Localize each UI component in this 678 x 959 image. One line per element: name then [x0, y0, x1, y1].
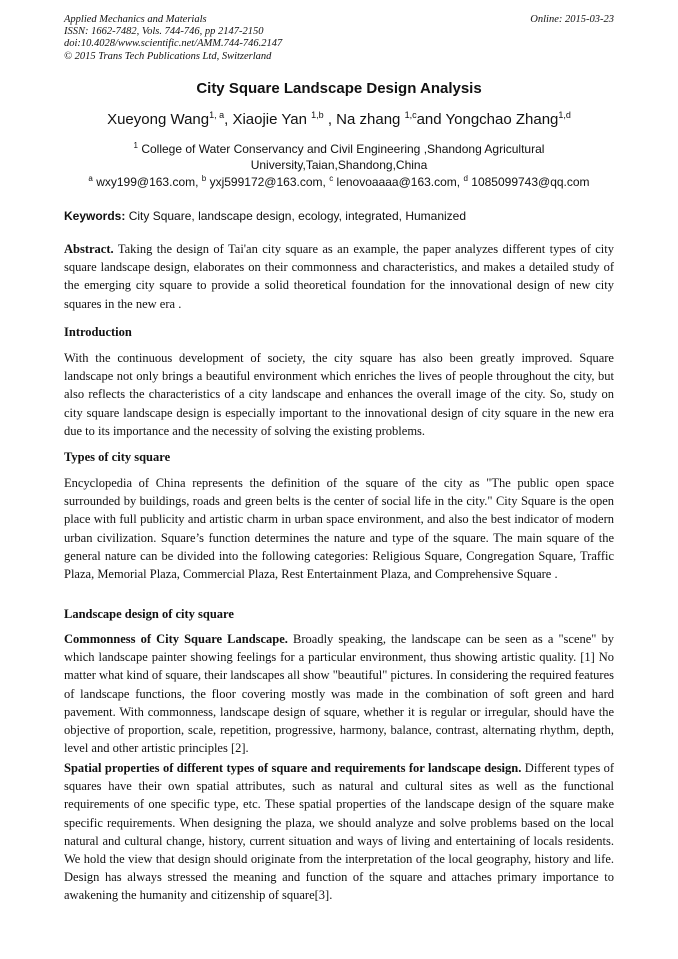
email-address[interactable]: lenovoaaaa@163.com, — [336, 175, 461, 189]
email-list — [64, 174, 614, 189]
keywords — [64, 209, 614, 223]
doi-line: doi:10.4028/www.scientific.net/AMM.744-746.2147 — [64, 38, 283, 50]
spatial-text: Different types of squares have their own spatial attributes, such as natural and cultural sites as well as the functional requirements of one specific type, etc. These spatial properties of the landscape design of the square make specific requirements. When designing the plaza, we should analyze and solve problems based on the local natural and cultural change, history, current situation and ways of living and entertaining of locals residents. We hold the view that design should originate from the interpretation of the local geography, history and life. Design has always stressed the meaning and function of the square and attaches primary importance to awakening the humanity and citizenship of square[3]. — [64, 761, 615, 903]
spatial-label: Spatial properties of different types of square and requirements for landscape design. — [64, 761, 522, 775]
affiliation-line-2: University,Taian,Shandong,China — [250, 158, 428, 172]
author-sup: 1,b — [311, 110, 324, 120]
journal-name: Applied Mechanics and Materials — [64, 14, 207, 25]
author-name: Yongchao Zhang — [445, 111, 559, 128]
section-heading-introduction: Introduction — [64, 325, 132, 339]
online-date: Online: 2015-03-23 — [530, 14, 614, 25]
paper-title: City Square Landscape Design Analysis — [196, 80, 482, 97]
author-sup: 1,d — [558, 110, 571, 120]
author-sup: 1, a — [209, 110, 225, 120]
affiliation — [64, 138, 614, 173]
author-name: Xiaojie Yan — [232, 111, 307, 128]
author-name: Na zhang — [336, 111, 401, 128]
author-sup: 1,c — [404, 110, 417, 120]
commonness-text: Broadly speaking, the landscape can be seen as a "scene" by which landscape painter showing feelings for a particular environment, thus showing artistic quality. [1] No matter what kind of square, their landscapes all show "beautiful" pictures. In considering the required features of landscape functions, the floor covering mostly was made in the combination of soft green and hard pavement. With commonness, landscape design of square, whether it is regular or irregular, should have the objective of proportion, scale, repetition, progressive, harmony, balance, contrast, alternating rhythm, depth, level and other artistic principles [2]. — [64, 632, 614, 756]
email-sup: d — [463, 174, 468, 183]
issn-line: ISSN: 1662-7482, Vols. 744-746, pp 2147-2150 — [64, 26, 264, 38]
copyright-line: © 2015 Trans Tech Publications Ltd, Switzerland — [64, 50, 272, 62]
email-address[interactable]: 1085099743@qq.com — [471, 175, 590, 189]
email-sup: c — [329, 174, 334, 183]
commonness-label: Commonness of City Square Landscape. — [64, 632, 288, 646]
section-heading-landscape: Landscape design of city square — [64, 607, 234, 621]
spatial-paragraph — [64, 759, 614, 905]
types-text: Encyclopedia of China represents the definition of the square of the city as "The public open space surrounded by buildings, roads and green belts is the center of social life in the city." City Square is the open place with full publicity and artistic charm in urban space environment, and also the best indicator of modern urban civilization. Square’s function determines the nature and type of the square. The main square of the general nature can be divided into the following categories: Religious Square, Congregation Square, Traffic Plaza, Memorial Plaza, Commercial Plaza, Rest Entertainment Plaza, and Comprehensive Square . — [64, 476, 614, 582]
abstract-label: Abstract. — [64, 242, 114, 256]
email-address[interactable]: wxy199@163.com, — [96, 175, 199, 189]
page-header — [64, 14, 614, 63]
author-name: Xueyong Wang — [107, 111, 210, 128]
abstract — [64, 240, 614, 313]
section-heading-types: Types of city square — [64, 450, 171, 464]
keywords-text: City Square, landscape design, ecology, integrated, Humanized — [128, 209, 467, 223]
affiliation-line-1: College of Water Conservancy and Civil Engineering ,Shandong Agricultural — [141, 142, 545, 156]
introduction-text: With the continuous development of society, the city square has also been greatly improved. Square landscape not only brings a beautiful environment which enriches the lives of people throughout the city, but also reflects the characteristics of a city landscape and enhances the overall image of the city. So, study on city square landscape design is especially important to the innovational design of city square in the new era due to its importance and the necessity of solving the existing problems. — [64, 351, 614, 438]
email-sup: a — [88, 174, 93, 183]
email-sup: b — [201, 174, 207, 183]
abstract-text: Taking the design of Tai'an city square as an example, the paper analyzes different types of city square landscape design, elaborates on their commonness and characteristics, and makes a detailed study of the emerging city square to provide a solid theoretical foundation for the innovational design of new city squares in the new era . — [64, 242, 614, 311]
email-address[interactable]: yxj599172@163.com, — [209, 175, 326, 189]
commonness-paragraph — [64, 630, 614, 757]
author-list: Xueyong Wang$^{1, a}$, Xiaojie Yan $^{1,b}$ , Na zhang $^{1,c}$and Yongchao Zhang$^{1,d}$ — [107, 110, 571, 128]
affiliation-sup: 1 — [133, 141, 138, 150]
keywords-label: Keywords: — [64, 209, 126, 223]
